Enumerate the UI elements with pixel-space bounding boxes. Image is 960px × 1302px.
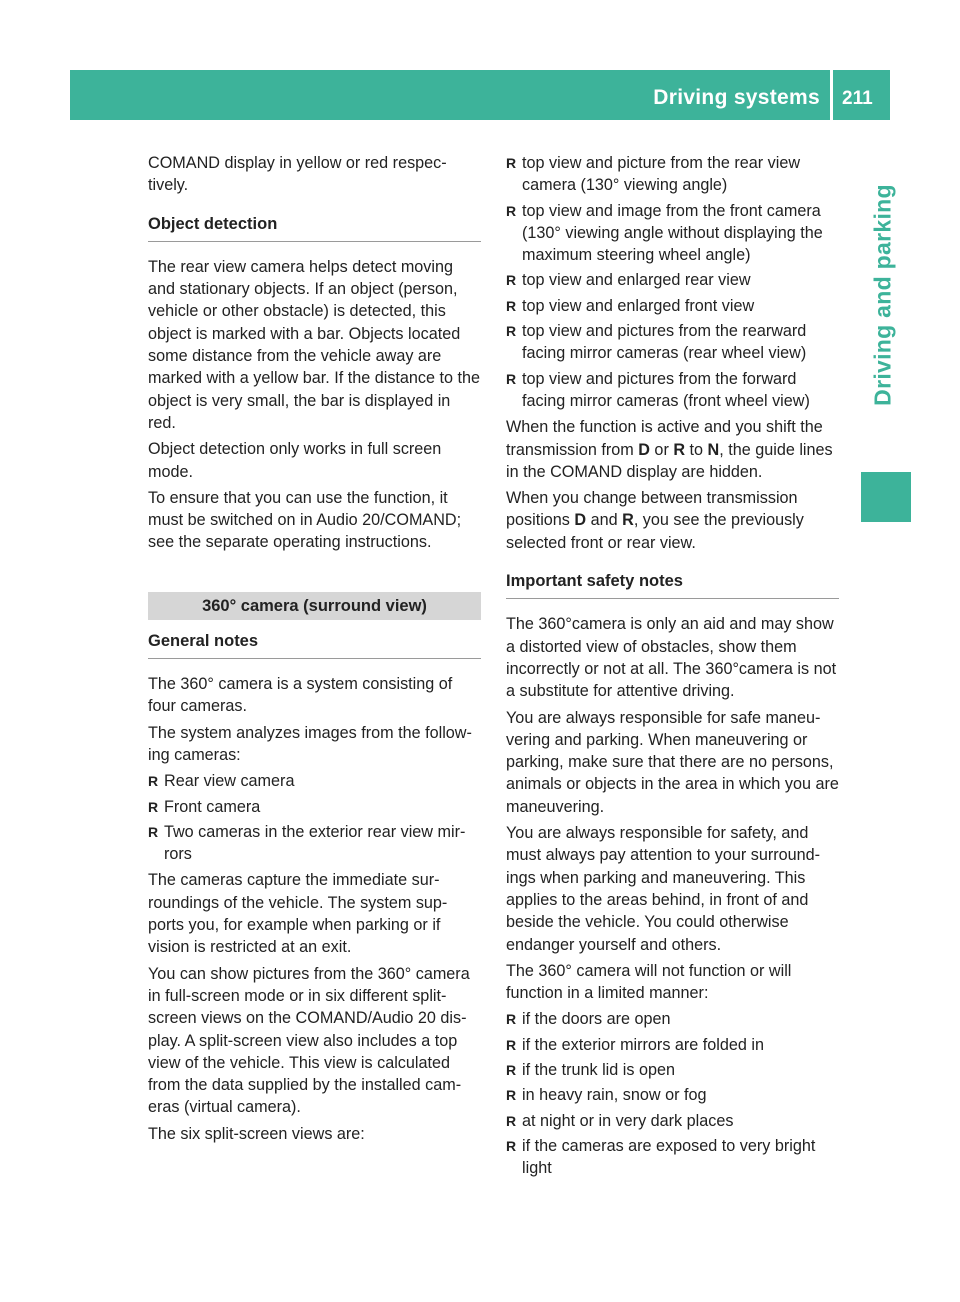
conditions-list — [506, 1008, 839, 1179]
list-item: R top view and image from the front camera (130° viewing angle without displaying the maximum steering wheel angle) — [506, 200, 839, 267]
list-item: R top view and enlarged front view — [506, 295, 839, 317]
list-item: R in heavy rain, snow or fog — [506, 1084, 839, 1106]
paragraph: The 360° camera is a system consisting of four cameras. — [148, 675, 453, 716]
text: or — [649, 440, 674, 459]
object-detection-heading: Object detection — [148, 213, 481, 242]
paragraph: You can show pictures from the 360° camera in full-screen mode or in six different split-screen views on the COMAND/Audio 20 dis-play. A split-screen view also includes a top view of the vehicle. This view is calculated from the data supplied by the installed cam-eras (virtual camera). — [148, 964, 470, 1117]
right-column — [506, 152, 839, 1183]
text: When you change between transmission positions — [506, 489, 798, 530]
paragraph: You are always responsible for safety, and must always pay attention to your surround-ings when parking and maneuvering. This applies to the areas behind, in front of and beside the vehicle. You could otherwise endanger yourself and others. — [506, 824, 821, 954]
paragraph: The 360°camera is only an aid and may show a distorted view of obstacles, show them incorrectly or not at all. The 360°camera is not a substitute for attentive driving. — [506, 615, 837, 701]
paragraph: The cameras capture the immediate sur-roundings of the vehicle. The system sup-ports you, for example when parking or if vision is restricted at an exit. — [148, 871, 448, 957]
list-item: R Front camera — [148, 796, 481, 818]
text: When the function is active and you shift the transmission from — [506, 418, 823, 459]
paragraph: The six split-screen views are: — [148, 1124, 365, 1143]
text: , you see the previously selected front or rear view. — [506, 511, 804, 552]
list-item: R top view and enlarged rear view — [506, 269, 839, 291]
paragraph: The rear view camera helps detect moving and stationary objects. If an object (person, vehicle or other obstacle) is detected, this object is marked with a bar. Objects located some distance from the vehicle away are marked with a yellow bar. If the distance to the object is very small, the bar is displayed in red. — [148, 257, 481, 432]
section-heading: 360° camera (surround view) — [148, 592, 481, 620]
list-item: R if the trunk lid is open — [506, 1059, 839, 1081]
text: , the guide lines in the COMAND display are hidden. — [506, 440, 833, 481]
camera-list — [148, 770, 481, 865]
general-notes-heading: General notes — [148, 630, 481, 659]
list-item: R at night or in very dark places — [506, 1110, 839, 1132]
side-tab-label: Driving and parking — [869, 184, 896, 406]
paragraph: To ensure that you can use the function, it must be switched on in Audio 20/COMAND; see the separate operating instructions. — [148, 488, 462, 552]
list-item: R if the cameras are exposed to very bright light — [506, 1135, 839, 1180]
gear-r: R — [622, 511, 634, 530]
list-item: R top view and pictures from the rearward facing mirror cameras (rear wheel view) — [506, 320, 839, 365]
gear-r: R — [673, 440, 686, 459]
change-paragraph — [506, 487, 839, 554]
list-item: R top view and pictures from the forward facing mirror cameras (front wheel view) — [506, 368, 839, 413]
gear-d: D — [638, 440, 650, 459]
page-number: 211 — [842, 88, 873, 109]
list-item: R Rear view camera — [148, 770, 481, 792]
paragraph: Object detection only works in full screen mode. — [148, 440, 442, 481]
shift-paragraph — [506, 416, 839, 483]
paragraph: The 360° camera will not function or will function in a limited manner: — [506, 961, 792, 1003]
split-views-list — [506, 152, 839, 412]
paragraph: You are always responsible for safe maneu-vering and parking. When maneuvering or parking, make sure that there are no persons, animals or objects in the area in which you are maneuvering. — [506, 708, 839, 816]
list-item: R Two cameras in the exterior rear view mir-rors — [148, 821, 481, 866]
header-title: Driving systems — [653, 86, 820, 109]
gear-d: D — [574, 511, 587, 530]
left-column — [148, 152, 481, 1149]
side-tab-marker — [861, 472, 911, 522]
list-item: R top view and picture from the rear view camera (130° viewing angle) — [506, 152, 839, 197]
list-item: R if the exterior mirrors are folded in — [506, 1034, 839, 1056]
gear-n: N — [707, 440, 720, 459]
intro-paragraph: COMAND display in yellow or red respec-tively. — [148, 154, 447, 195]
text: to — [685, 440, 708, 459]
header-separator — [830, 70, 833, 120]
list-item: R if the doors are open — [506, 1008, 839, 1030]
safety-notes-heading: Important safety notes — [506, 570, 839, 599]
paragraph: The system analyzes images from the follow-ing cameras: — [148, 723, 472, 764]
text: and — [586, 511, 623, 530]
